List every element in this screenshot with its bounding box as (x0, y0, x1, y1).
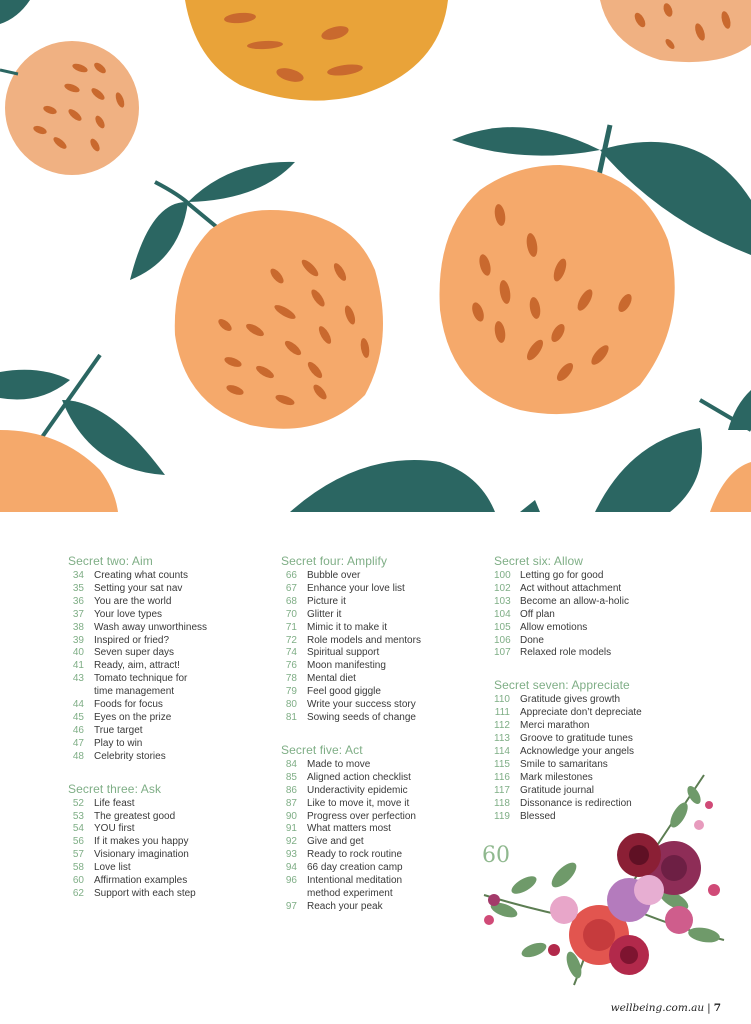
toc-entry-title: Intentional meditation method experiment (307, 875, 403, 899)
toc-page-number: 97 (285, 900, 297, 912)
toc-entry-title: Foods for focus (94, 699, 163, 711)
toc-entry-title: Love list (94, 862, 131, 874)
toc-page-number: 84 (285, 758, 297, 770)
toc-entry (281, 712, 486, 725)
toc-entry-title: Ready, aim, attract! (94, 660, 180, 672)
toc-page-number: 53 (72, 810, 84, 822)
toc-page-number: 93 (285, 849, 297, 861)
toc-entry-title: Your love types (94, 608, 163, 620)
toc-entry-title: If it makes you happy (94, 836, 189, 848)
section-act (281, 743, 486, 914)
toc-page-number: 102 (494, 582, 511, 594)
toc-entry (68, 712, 268, 725)
toc-entry (68, 647, 268, 660)
toc-entry (68, 622, 268, 635)
toc-entry-title: Affirmation examples (94, 875, 188, 887)
toc-page-number: 78 (285, 673, 297, 685)
toc-entry-title: True target (94, 724, 143, 736)
toc-page-number: 114 (494, 745, 510, 757)
toc-page-number: 52 (72, 797, 84, 809)
toc-entry-title: 66 day creation camp (307, 862, 403, 874)
toc-page-number: 92 (285, 836, 297, 848)
section-amplify (281, 554, 486, 725)
toc-entry (281, 875, 486, 901)
toc-entry-title: Aligned action checklist (307, 771, 411, 783)
toc-entry-title: Mark milestones (520, 771, 593, 783)
toc-entry (281, 901, 486, 914)
toc-page-number: 56 (72, 836, 84, 848)
toc-page-number: 116 (494, 771, 510, 783)
toc-page-number: 34 (72, 570, 84, 581)
toc-entry (281, 772, 486, 785)
toc-page-number: 90 (285, 810, 297, 822)
toc-entry-title: Letting go for good (520, 570, 604, 581)
toc-entry-title: Support with each step (94, 887, 196, 899)
toc-entry-title: The greatest good (94, 810, 176, 822)
toc-entry (68, 660, 268, 673)
toc-entry-title: Sowing seeds of change (307, 711, 416, 723)
toc-entry-title: Relaxed role models (520, 647, 612, 659)
toc-page-number: 46 (72, 724, 84, 736)
toc-entry (68, 862, 268, 875)
section-title: Secret four: Amplify (281, 554, 388, 568)
toc-entry-title: Gratitude gives growth (520, 694, 621, 706)
toc-entry (68, 596, 268, 609)
toc-page-number: 48 (72, 750, 84, 762)
toc-entry-title: Inspired or fried? (94, 634, 170, 646)
toc-entry-title: Acknowledge your angels (520, 745, 634, 757)
toc-entry-title: Enhance your love list (307, 582, 405, 594)
toc-page-number: 81 (285, 711, 297, 723)
toc-entry-title: Play to win (94, 737, 143, 749)
toc-entry-title: Bubble over (307, 570, 361, 581)
toc-entry (281, 759, 486, 772)
toc-entry (494, 596, 734, 609)
toc-entry (281, 647, 486, 660)
toc-entry (68, 811, 268, 824)
toc-entry (68, 609, 268, 622)
toc-entry-title: Become an allow-a-holic (520, 595, 629, 607)
flower-bouquet-illustration (464, 760, 751, 990)
toc-entry-title: Write your success story (307, 699, 416, 711)
toc-entry-title: Eyes on the prize (94, 711, 172, 723)
toc-page-number: 38 (72, 621, 84, 633)
toc-entry (494, 635, 734, 648)
toc-entry-title: Picture it (307, 595, 346, 607)
toc-page-number: 113 (494, 733, 510, 745)
toc-entry (281, 785, 486, 798)
toc-page-number: 70 (285, 608, 297, 620)
toc-page-number: 37 (72, 608, 84, 620)
toc-page-number: 45 (72, 711, 84, 723)
toc-entry (281, 849, 486, 862)
section-title: Secret three: Ask (68, 781, 162, 796)
toc-entry (281, 798, 486, 811)
toc-page-number: 111 (494, 707, 510, 719)
toc-page-number: 60 (72, 875, 84, 887)
toc-entry-title: Progress over perfection (307, 810, 416, 822)
toc-column-middle (281, 554, 486, 932)
toc-entry-title: Moon manifesting (307, 660, 386, 672)
toc-page-number: 96 (285, 875, 297, 887)
toc-entry-title: Mimic it to make it (307, 621, 388, 633)
toc-entry-title: Groove to gratitude tunes (520, 733, 633, 745)
footer-page-number: 7 (713, 1002, 721, 1014)
toc-entry-title: Dissonance is redirection (520, 797, 632, 809)
toc-page-number: 43 (72, 673, 84, 685)
toc-entry-title: Role models and mentors (307, 634, 421, 646)
toc-page-number: 62 (72, 887, 84, 899)
toc-page-number: 103 (494, 595, 511, 607)
toc-entry (68, 570, 268, 583)
toc-entry-title: Smile to samaritans (520, 758, 608, 770)
toc-entry (281, 609, 486, 622)
toc-entry-title: Setting your sat nav (94, 582, 183, 594)
toc-entry-title: Creating what counts (94, 570, 188, 581)
toc-entry-title: Celebrity stories (94, 750, 166, 762)
toc-entry-title: Done (520, 634, 544, 646)
toc-entry-title: YOU first (94, 823, 135, 835)
toc-entry (494, 746, 734, 759)
toc-entry (494, 647, 734, 660)
toc-page-number: 71 (285, 621, 297, 633)
toc-entry-title: Reach your peak (307, 900, 383, 912)
toc-entry-title: Spiritual support (307, 647, 380, 659)
toc-page-number: 104 (494, 608, 511, 620)
toc-entry-title: Underactivity epidemic (307, 784, 408, 796)
toc-entry-title: Blessed (520, 810, 556, 822)
toc-entry-title: Merci marathon (520, 720, 590, 732)
toc-page-number: 86 (285, 784, 297, 796)
toc-entry (494, 720, 734, 733)
section-aim (68, 554, 268, 764)
toc-page-number: 110 (494, 694, 510, 706)
toc-entry (281, 811, 486, 824)
footer-separator: | (707, 1002, 711, 1014)
toc-page-number: 67 (285, 582, 297, 594)
toc-entry (281, 622, 486, 635)
toc-entry (68, 725, 268, 738)
toc-entry (281, 699, 486, 712)
toc-entry (494, 583, 734, 596)
toc-entry (68, 888, 268, 901)
toc-entry (281, 596, 486, 609)
toc-page-number: 105 (494, 621, 511, 633)
toc-entry (281, 686, 486, 699)
toc-entry (68, 823, 268, 836)
toc-entry-title: Appreciate don’t depreciate (520, 707, 642, 719)
toc-entry (68, 673, 268, 699)
toc-entry (281, 673, 486, 686)
section-title: Secret seven: Appreciate (494, 678, 630, 693)
toc-page-number: 68 (285, 595, 297, 607)
section-ask (68, 782, 268, 901)
toc-page-number: 74 (285, 647, 297, 659)
toc-entry-title: Made to move (307, 758, 371, 770)
toc-entry (68, 798, 268, 811)
toc-entry (68, 849, 268, 862)
toc-entry (68, 751, 268, 764)
toc-page-number: 41 (72, 660, 84, 672)
toc-entry (68, 699, 268, 712)
toc-page-number: 117 (494, 784, 510, 796)
toc-page-number: 87 (285, 797, 297, 809)
toc-entry (281, 635, 486, 648)
toc-page-number: 85 (285, 771, 297, 783)
big-page-number: 60 (482, 843, 510, 868)
toc-column-left (68, 554, 268, 919)
toc-entry-title: Life feast (94, 797, 135, 809)
page-footer (611, 1002, 721, 1014)
toc-entry (494, 707, 734, 720)
toc-page-number: 47 (72, 737, 84, 749)
toc-entry (68, 635, 268, 648)
toc-entry-title: Off plan (520, 608, 555, 620)
toc-entry-title: Visionary imagination (94, 849, 189, 861)
toc-entry-title: Like to move it, move it (307, 797, 410, 809)
toc-page-number: 39 (72, 634, 84, 646)
toc-page-number: 79 (285, 686, 297, 698)
toc-page-number: 76 (285, 660, 297, 672)
toc-page-number: 54 (72, 823, 84, 835)
toc-entry (281, 836, 486, 849)
section-title: Secret five: Act (281, 742, 363, 757)
toc-entry (281, 823, 486, 836)
toc-page-number: 119 (494, 810, 510, 822)
toc-page-number: 107 (494, 647, 511, 659)
toc-page-number: 112 (494, 720, 510, 732)
toc-page-number: 106 (494, 634, 511, 646)
toc-entry-title: Act without attachment (520, 582, 622, 594)
toc-entry-title: You are the world (94, 595, 172, 607)
toc-entry-title: Ready to rock routine (307, 849, 403, 861)
toc-entry (68, 583, 268, 596)
toc-entry (68, 875, 268, 888)
toc-entry-title: Feel good giggle (307, 686, 381, 698)
toc-entry (68, 836, 268, 849)
footer-site: wellbeing.com.au (610, 1002, 705, 1014)
section-allow (494, 554, 734, 660)
toc-entry-title: Glitter it (307, 608, 342, 620)
toc-page-number: 35 (72, 582, 84, 594)
toc-page-number: 40 (72, 647, 84, 659)
toc-page-number: 100 (494, 570, 511, 581)
toc-entry (281, 570, 486, 583)
toc-entry-title: Mental diet (307, 673, 356, 685)
toc-entry (281, 660, 486, 673)
toc-page-number: 91 (285, 823, 297, 835)
toc-entry-title: Tomato technique for time management (94, 673, 188, 698)
toc-page-number: 118 (494, 797, 510, 809)
toc-entry-title: What matters most (307, 823, 391, 835)
section-title: Secret six: Allow (494, 554, 584, 568)
toc-entry (281, 583, 486, 596)
toc-entry (494, 609, 734, 622)
toc-entry-title: Seven super days (94, 647, 175, 659)
toc-page-number: 80 (285, 699, 297, 711)
toc-page-number: 57 (72, 849, 84, 861)
toc-entry-title: Give and get (307, 836, 364, 848)
toc-page-number: 94 (285, 862, 297, 874)
toc-entry-title: Allow emotions (520, 621, 588, 633)
toc-page-number: 72 (285, 634, 297, 646)
toc-entry (281, 862, 486, 875)
toc-entry (68, 738, 268, 751)
toc-entry (494, 570, 734, 583)
toc-page-number: 36 (72, 595, 84, 607)
toc-entry (494, 694, 734, 707)
toc-entry-title: Wash away unworthiness (94, 621, 208, 633)
toc-entry (494, 622, 734, 635)
toc-page-number: 44 (72, 699, 84, 711)
toc-page-number: 66 (285, 570, 297, 581)
toc-entry (494, 733, 734, 746)
toc-page-number: 58 (72, 862, 84, 874)
toc-entry-title: Gratitude journal (520, 784, 594, 796)
toc-page-number: 115 (494, 758, 510, 770)
section-title: Secret two: Aim (68, 554, 153, 568)
